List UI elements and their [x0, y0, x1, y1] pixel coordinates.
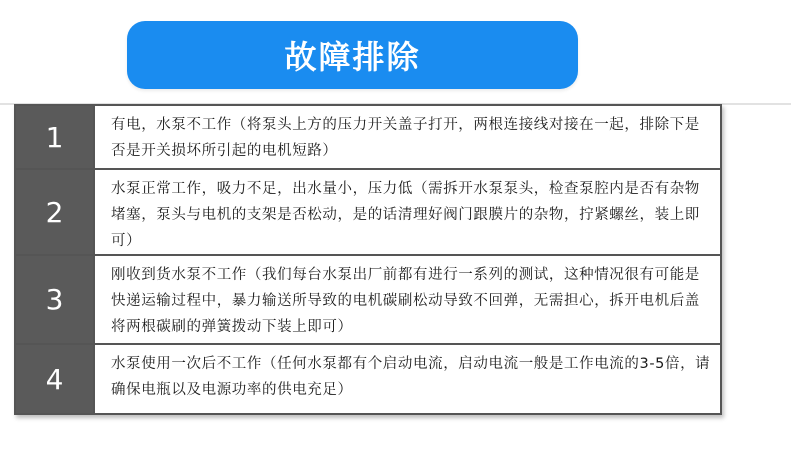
row-description: 水泵正常工作，吸力不足，出水量小，压力低（需拆开水泵泵头，检查泵腔内是否有杂物堵塞，泵头与电机的支架是否松动，是的话清理好阀门跟膜片的杂物，拧紧螺丝，装上即可） [111, 181, 700, 249]
row-number: 2 [16, 170, 95, 254]
table-row [16, 345, 720, 413]
title-banner [127, 21, 578, 89]
row-description: 有电，水泵不工作（将泵头上方的压力开关盖子打开，两根连接线对接在一起，排除下是否是开关损坏所引起的电机短路） [111, 117, 700, 159]
row-description: 水泵使用一次后不工作（任何水泵都有个启动电流，启动电流一般是工作电流的3-5倍，请确保电瓶以及电源功率的供电充足） [111, 356, 711, 398]
table-row [16, 106, 720, 170]
row-description: 刚收到货水泵不工作（我们每台水泵出厂前都有进行一系列的测试，这种情况很有可能是快递运输过程中，暴力输送所导致的电机碳刷松动导致不回弹，无需担心，拆开电机后盖将两根碳刷的弹簧拨动下装上即可） [111, 267, 700, 335]
troubleshooting-table [14, 104, 722, 415]
row-number: 4 [16, 345, 95, 413]
table-row [16, 256, 720, 345]
page-title: 故障排除 [284, 38, 421, 76]
row-number: 3 [16, 256, 95, 343]
table-row [16, 170, 720, 256]
row-number: 1 [16, 106, 95, 168]
